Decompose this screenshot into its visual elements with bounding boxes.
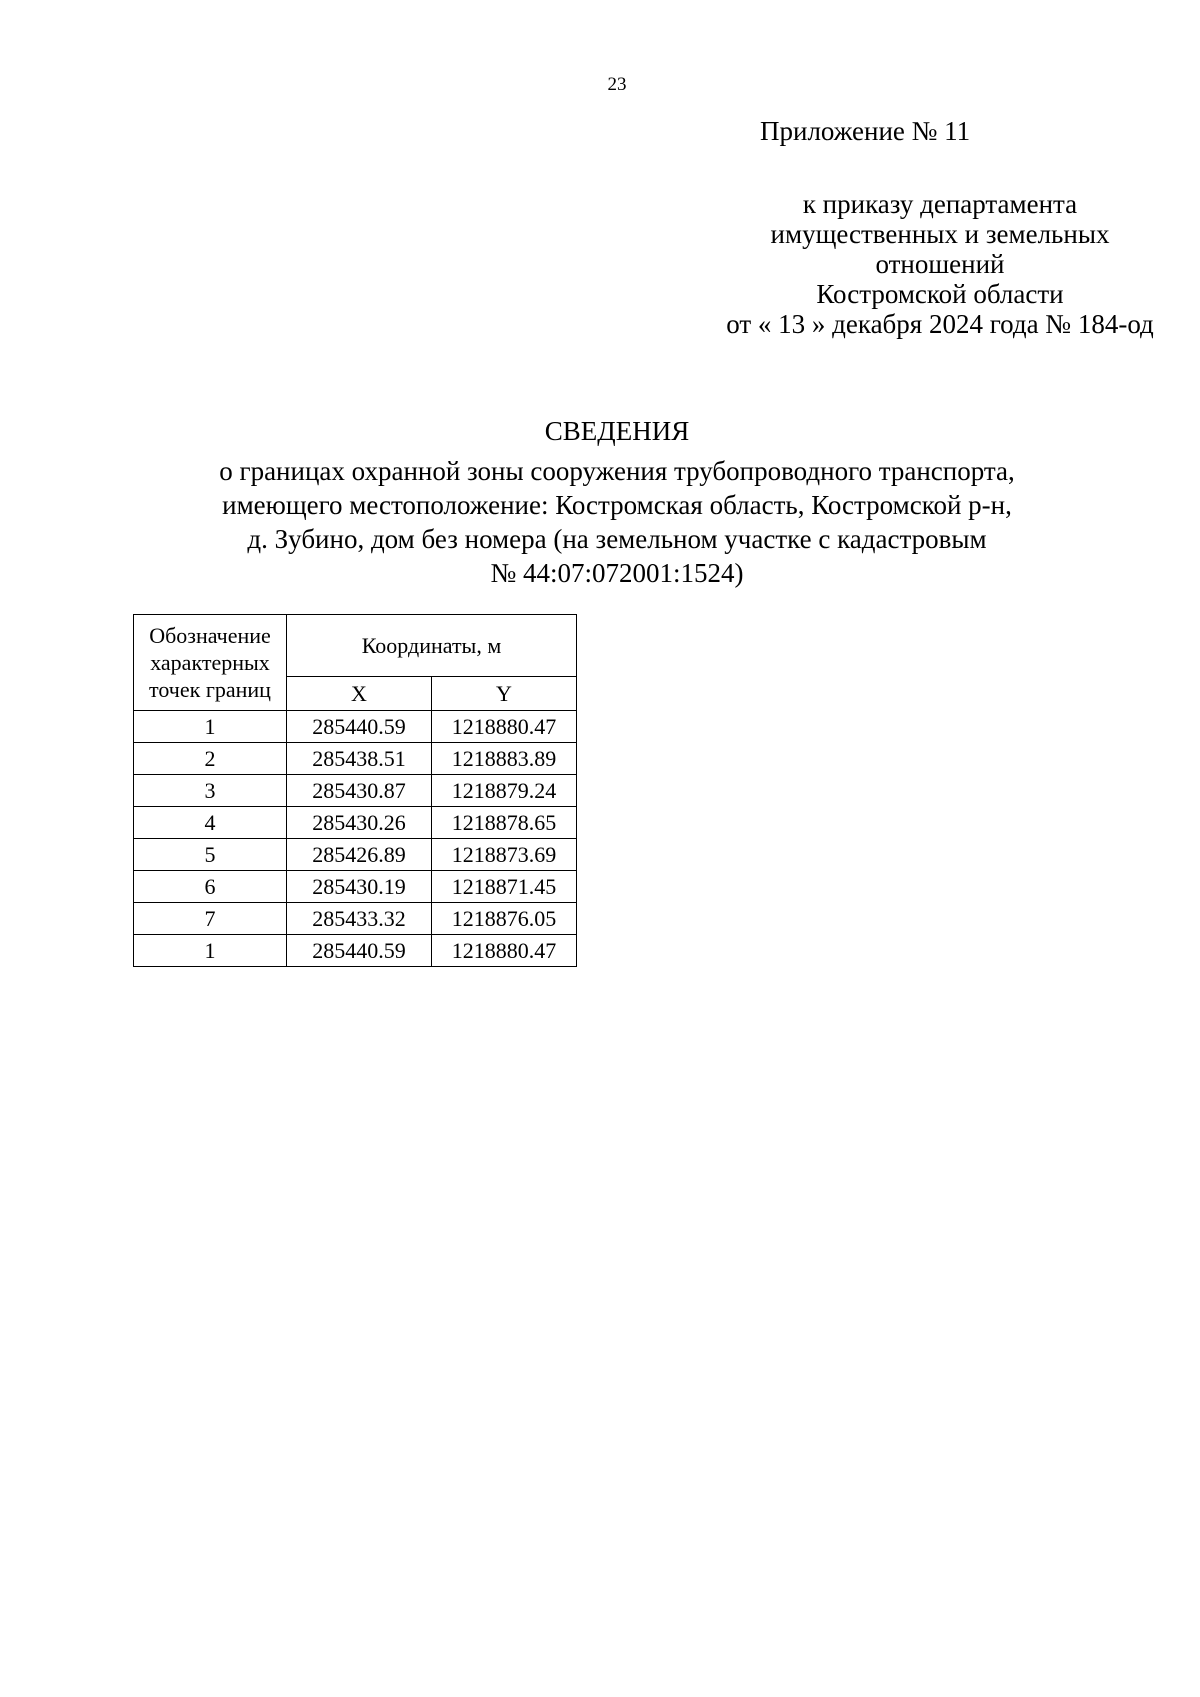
- y-cell: 1218871.45: [432, 871, 577, 903]
- y-cell: 1218876.05: [432, 903, 577, 935]
- point-cell: 5: [134, 839, 287, 871]
- table-row: [134, 711, 577, 743]
- y-cell: 1218880.47: [432, 711, 577, 743]
- y-cell: 1218879.24: [432, 775, 577, 807]
- point-cell: 7: [134, 903, 287, 935]
- table-row: [134, 839, 577, 871]
- x-cell: 285430.87: [287, 775, 432, 807]
- table-row: [134, 743, 577, 775]
- point-cell: 4: [134, 807, 287, 839]
- header-x: X: [287, 676, 432, 710]
- y-cell: 1218873.69: [432, 839, 577, 871]
- order-reference-line: Костромской области: [816, 279, 1064, 309]
- point-cell: 1: [134, 711, 287, 743]
- header-point-label: Обозначение характерных точек границ: [134, 615, 287, 711]
- order-reference-line: отношений: [875, 249, 1005, 279]
- document-heading: СВЕДЕНИЯ: [544, 416, 690, 446]
- x-cell: 285430.26: [287, 807, 432, 839]
- point-cell: 3: [134, 775, 287, 807]
- header-y: Y: [432, 676, 577, 710]
- x-cell: 285440.59: [287, 935, 432, 967]
- x-cell: 285440.59: [287, 711, 432, 743]
- order-reference-line: имущественных и земельных: [770, 219, 1110, 249]
- order-reference: [560, 189, 1200, 339]
- subheading-line: о границах охранной зоны сооружения трубопроводного транспорта,: [219, 456, 1015, 486]
- y-cell: 1218880.47: [432, 935, 577, 967]
- subheading-line: № 44:07:072001:1524): [490, 558, 744, 588]
- point-cell: 1: [134, 935, 287, 967]
- y-cell: 1218878.65: [432, 807, 577, 839]
- document-subheading: [0, 454, 1200, 590]
- order-reference-line: к приказу департамента: [802, 189, 1078, 219]
- x-cell: 285426.89: [287, 839, 432, 871]
- table-row: [134, 775, 577, 807]
- subheading-line: имеющего местоположение: Костромская область, Костромской р-н,: [222, 490, 1012, 520]
- table-row: [134, 935, 577, 967]
- y-cell: 1218883.89: [432, 743, 577, 775]
- table-row: [134, 807, 577, 839]
- header-coordinates-label: Координаты, м: [287, 615, 577, 677]
- table-row: [134, 871, 577, 903]
- appendix-title: Приложение № 11: [760, 116, 971, 146]
- point-cell: 2: [134, 743, 287, 775]
- table-row: [134, 903, 577, 935]
- order-reference-date-line: от « 13 » декабря 2024 года № 184-од: [726, 309, 1154, 339]
- subheading-line: д. Зубино, дом без номера (на земельном участке с кадастровым: [247, 524, 987, 554]
- table-header-row: [134, 615, 577, 677]
- x-cell: 285430.19: [287, 871, 432, 903]
- x-cell: 285438.51: [287, 743, 432, 775]
- coordinates-table: [133, 614, 577, 967]
- page-number: 23: [607, 74, 627, 95]
- point-cell: 6: [134, 871, 287, 903]
- x-cell: 285433.32: [287, 903, 432, 935]
